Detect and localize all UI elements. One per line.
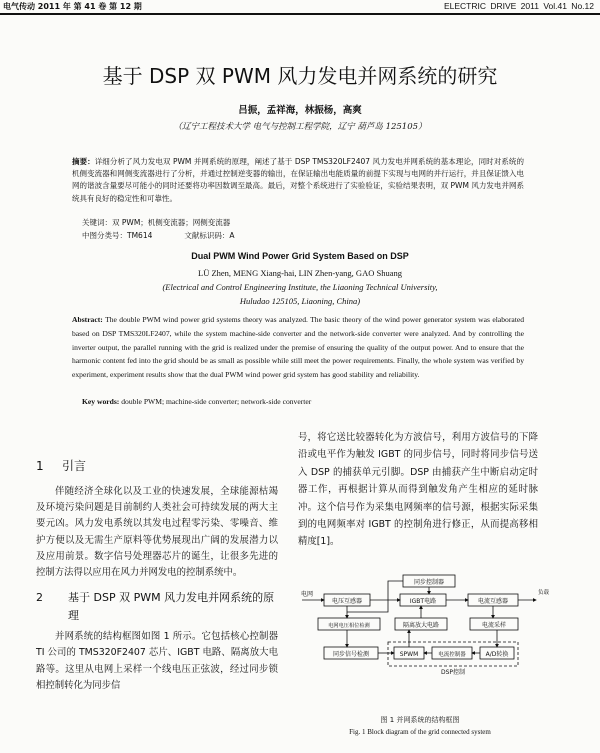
label-spwm: SPWM	[399, 651, 419, 658]
label-grid: 电网	[301, 591, 314, 598]
figure-caption-en: Fig. 1 Block diagram of the grid connected system	[349, 728, 491, 736]
keywords-cn: 关键词：双 PWM；机侧变流器；网侧变流器	[82, 218, 231, 227]
document-code: 文献标识码：A	[184, 231, 235, 240]
label-sync-signal: 同步信号检测	[332, 651, 370, 658]
keywords-en-label: Key words:	[82, 397, 120, 406]
label-current-controller: 电流控制器	[438, 652, 466, 658]
running-header	[0, 0, 600, 17]
header-journal-cn: 电气传动 2011 年 第 41 卷 第 12 期	[3, 2, 142, 11]
section-1-paragraph: 伴随经济全球化以及工业的快速发展，全球能源枯竭及环境污染问题是目前制约人类社会可持续发展的两大主要元凶。风力发电系统以其发电过程零污染、零噪音、维护方便以及无需生产原料等优势展现出广阔的发展潜力以及应用前景。数字信号处理器芯片的诞生，让很多先进的控制方法得以应用在风力并网发电的控制系统中。	[36, 486, 278, 579]
figure-caption-cn: 图 1 并网系统的结构框图	[380, 716, 460, 724]
label-iso-amp: 隔离放大电路	[402, 622, 440, 629]
label-current-sample: 电流采样	[481, 622, 507, 629]
abstract-en-text: The double PWM wind power grid systems theory was analyzed. The basic theory of the wind power generator system was elaborated based on DSP TMS320LF2407, while the system machine-side converter and the network-side converter were analyzed. And by controlling the inverter output, the parallel running with the grid is realized under the premise of ensuring the quality of the output power. And to ensure that the harmonic content fed into the grid should be as small as possible while still meet the power requirements. Finally, the whole system was verified by experiment, experiment results show that the dual PWM wind power grid system has good stability and reliability.	[72, 315, 524, 380]
keywords-en	[82, 397, 311, 406]
right-column-paragraph: 号，将它送比较器转化为方波信号，利用方波信号的下降沿或电平作为触发 IGBT 的同步信号，同时将同步信号送入 DSP 的捕获单元引脚。DSP 由捕获产生中断启动定时器工作，再根据计算从而得到触发角产生相应的延时脉冲。这个信号作为采集电网频率的信号源，根据实际采集到的电网频率对 IGBT 的控制角进行修正，从而提高移相精度[1]。	[298, 432, 538, 548]
affiliation-cn: （辽宁工程技术大学 电气与控制工程学院，辽宁 葫芦岛 125105）	[173, 122, 427, 132]
clc-number: 中图分类号：TM614	[82, 231, 153, 240]
authors-en: LÜ Zhen, MENG Xiang-hai, LIN Zhen-yang, GAO Shuang	[198, 268, 402, 278]
left-column	[36, 457, 278, 694]
abstract-en	[72, 313, 524, 382]
header-rule	[0, 13, 600, 15]
section-2-paragraph: 并网系统的结构框图如图 1 所示。它包括核心控制器 TI 公司的 TMS320F2407 芯片、IGBT 电路、隔离放大电路等。这里从电网上采样一个线电压正弦波，经过同步锁相控制转化为同步信	[36, 631, 278, 691]
affiliation-en-line1: (Electrical and Control Engineering Institute, the Liaoning Technical University,	[162, 282, 438, 292]
label-phase-detect: 电网电压相位检测	[328, 623, 370, 629]
line-sync-loop	[347, 581, 403, 612]
keywords-en-text: double PWM; machine-side converter; network-side converter	[121, 397, 312, 406]
section-1-number: 1	[36, 459, 44, 473]
block-diagram-figure	[300, 572, 552, 712]
label-dsp: DSP控制	[440, 669, 466, 676]
paper-title-cn: 基于 DSP 双 PWM 风力发电并网系统的研究	[102, 64, 498, 88]
label-ad: A/D转换	[485, 651, 509, 658]
label-igbt: IGBT电路	[409, 598, 437, 605]
label-sync-controller: 同步控制器	[413, 579, 445, 586]
right-column	[298, 429, 538, 551]
section-2-number: 2	[36, 591, 43, 605]
section-2-title: 基于 DSP 双 PWM 风力发电并网系统的原理	[68, 591, 275, 623]
label-voltage-transformer: 电压互感器	[331, 598, 363, 605]
abstract-en-label: Abstract:	[72, 315, 103, 324]
classification-cn	[82, 230, 235, 241]
paper-title-en: Dual PWM Wind Power Grid System Based on DSP	[191, 251, 409, 261]
header-journal-en: ELECTRIC DRIVE 2011 Vol.41 No.12	[443, 1, 594, 11]
authors-cn: 吕振，孟祥海，林振杨，高爽	[238, 105, 362, 116]
abstract-cn-label: 摘要：	[72, 157, 95, 166]
section-1-title: 引言	[62, 459, 87, 473]
label-current-transformer: 电流互感器	[477, 598, 509, 605]
label-load: 负载	[538, 590, 550, 596]
section-1-heading	[36, 457, 278, 474]
abstract-cn	[72, 156, 524, 205]
affiliation-en-line2: Huludao 125105, Liaoning, China)	[239, 296, 361, 306]
abstract-cn-text: 详细分析了风力发电双 PWM 并网系统的原理，阐述了基于 DSP TMS320LF2407 风力发电并网系统的基本理论，同时对系统的机侧变流器和网侧变流器进行了分析，并通过控制逆变器的输出，在保证输出电能质量的前提下实现与电网的并行运行，并且保证馈入电网的谐波含量要尽可能小的同时还要将功率因数调至最高。最后，对整个系统进行了实验验证，实验结果表明，双 PWM 风力发电并网系统具有良好的稳定性和可靠性。	[72, 157, 524, 203]
section-2-heading	[36, 589, 278, 625]
